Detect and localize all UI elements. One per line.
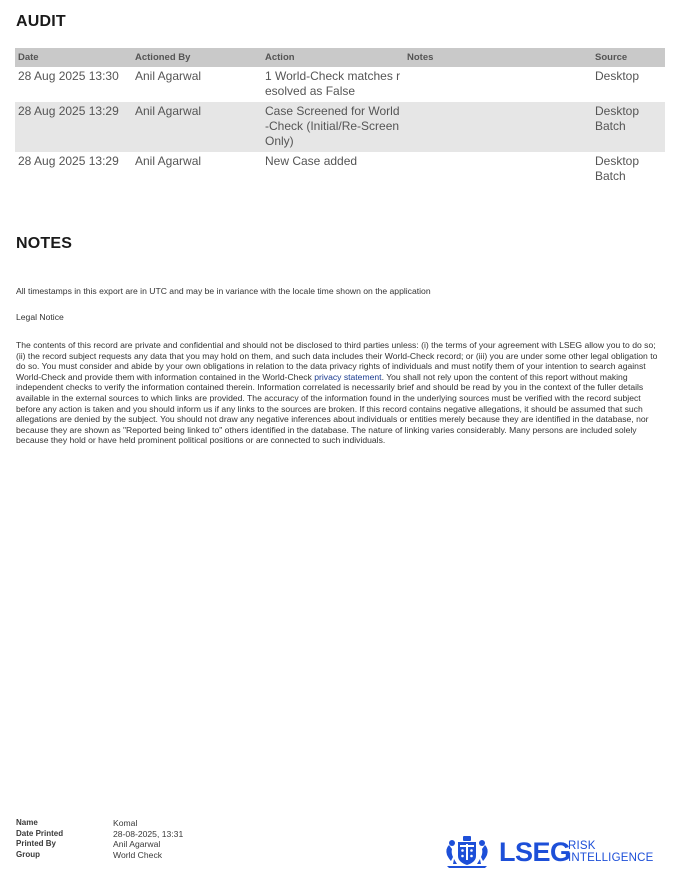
brand-subtitle [568, 841, 653, 864]
privacy-statement-link[interactable]: privacy statement [314, 371, 382, 382]
source-cell: Desktop [595, 69, 640, 83]
column-header-actioned-by: Actioned By [132, 48, 262, 67]
name-value: Komal [113, 818, 138, 828]
date-cell: 28 Aug 2025 13:30 [18, 69, 119, 83]
lseg-logo [443, 835, 653, 869]
print-metadata [16, 818, 276, 861]
table-row [15, 102, 665, 152]
group-label: Group [16, 850, 40, 860]
notes-cell [404, 102, 592, 152]
audit-title: AUDIT [16, 13, 66, 30]
group-value: World Check [113, 850, 163, 861]
brand-subtitle-line-1: RISK [568, 840, 596, 852]
date-cell: 28 Aug 2025 13:29 [15, 102, 132, 152]
notes-cell [404, 67, 592, 102]
legal-text-part-2: . You shall not rely upon the content of this report without making independent checks to verify the information contained therein. Information correlated is necessarily brief and should be read by you in the context of the fuller details available in the external sources to which links are provided. The accuracy of the information found in the underlying sources must be verified with the record subject before any action is taken and you should inform us if any links to the sources are broken. If this record contains negative allegations, it should be assumed that such allegations are denied by the subject. You should not draw any negative inferences about individuals or entities merely because they are identified in the database, nor because they are shown as "Reported being linked to" others identified in the database. The nature of linking varies considerably. Many persons are included solely because they hold or have held prominent political positions or are connected to such individuals. [16, 371, 649, 446]
action-cell: New Case added [265, 154, 358, 168]
action-cell: Case Screened for World-Check (Initial/Re-Screen Only) [262, 102, 404, 152]
action-cell: 1 World-Check matches resolved as False [265, 69, 401, 98]
audit-header-row [15, 48, 665, 67]
notes-title: NOTES [16, 235, 73, 252]
meta-row-group [16, 850, 276, 861]
name-label: Name [16, 818, 38, 827]
actioned-by-cell: Anil Agarwal [132, 102, 262, 152]
legal-text-part-1: The contents of this record are private and confidential and should not be disclosed to third parties unless: (i) the terms of your agreement with LSEG allow you to do so; (ii) the record subject requests any data that you may hold on them, and such data includes their World-Check record; or (iii) you are under some other legal obligation to do so. You must consider and abide by your own obligations in relation to the data privacy rights of individuals and must notify them of your intention to search against World-Check and provide them with information contained in the World-Check [16, 340, 658, 382]
printed-by-label: Printed By [16, 839, 57, 849]
column-header-date: Date [15, 48, 132, 67]
brand-subtitle-line-2: INTELLIGENCE [568, 851, 654, 864]
table-row [15, 152, 665, 187]
date-printed-label: Date Printed [16, 828, 64, 838]
utc-note: All timestamps in this export are in UTC and may be in variance with the locale time shown on the application [16, 286, 431, 296]
source-cell: Desktop Batch [592, 102, 665, 152]
actioned-by-cell: Anil Agarwal [135, 69, 202, 83]
coat-of-arms-icon [443, 835, 491, 869]
column-header-action: Action [262, 48, 404, 67]
table-row [15, 67, 665, 102]
meta-row-name [16, 818, 276, 829]
column-header-notes: Notes [404, 48, 592, 67]
brand-name: LSEG [499, 837, 571, 867]
column-header-source: Source [592, 48, 665, 67]
audit-table [15, 48, 665, 187]
notes-cell [404, 152, 592, 187]
source-cell: Desktop Batch [595, 154, 640, 183]
printed-by-value: Anil Agarwal [113, 839, 161, 850]
date-cell: 28 Aug 2025 13:29 [18, 154, 119, 168]
meta-row-date-printed [16, 829, 276, 840]
legal-notice-heading: Legal Notice [16, 312, 64, 322]
actioned-by-cell: Anil Agarwal [135, 154, 202, 168]
meta-row-printed-by [16, 839, 276, 850]
legal-notice-body [16, 340, 661, 446]
date-printed-value: 28-08-2025, 13:31 [113, 828, 184, 839]
